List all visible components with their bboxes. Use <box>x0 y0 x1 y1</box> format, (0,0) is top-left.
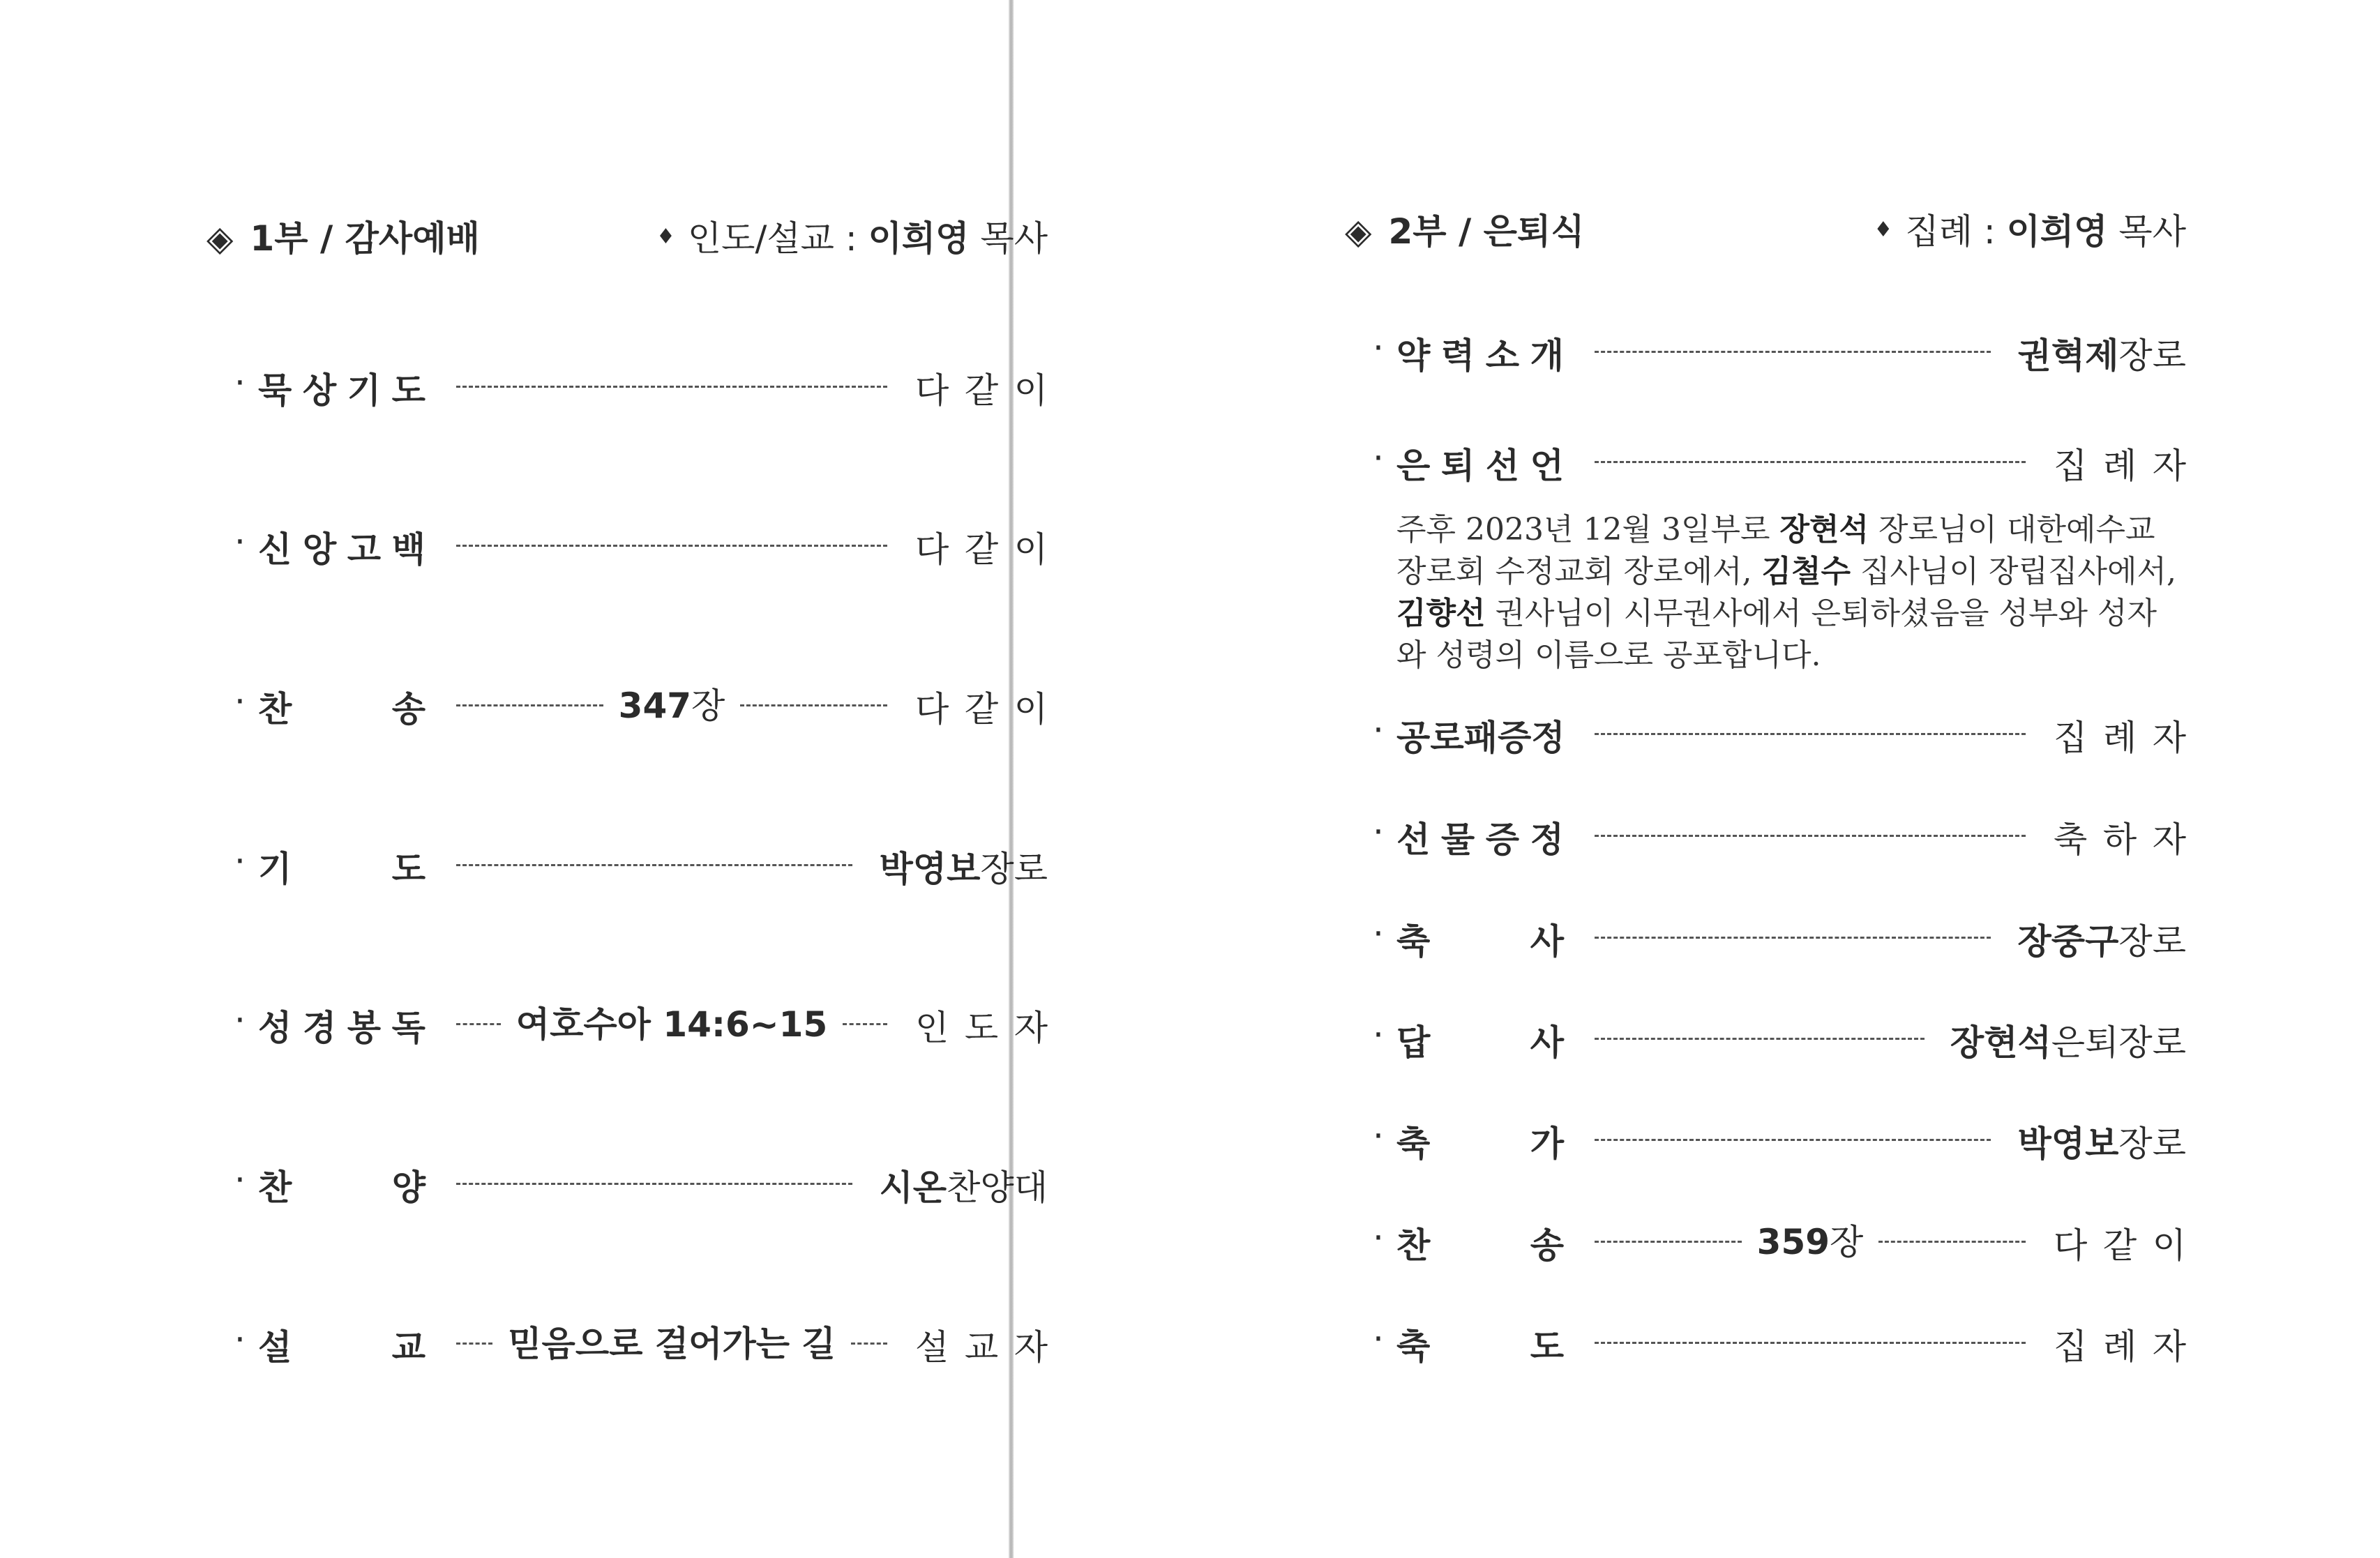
diamond-marker-icon: ◈ <box>206 218 234 259</box>
row-label: 공 로 패 증 정 <box>1396 718 1565 758</box>
program-row <box>1373 1218 2186 1266</box>
row-label: 설 교 <box>258 1327 425 1368</box>
row-detail: 347장 <box>618 686 725 726</box>
retirement-declaration-text: 주후 2023년 12월 3일부로 장현석 장로님이 대한예수교 장로회 수정교회 장로에서, 김철수 집사님이 장립집사에서, 김향선 권사님이 시무권사에서 은퇴하셨음을 성부와 성자와 성령의 이름으로 공포합니다. <box>1396 512 2177 673</box>
row-bullet: · <box>234 841 246 882</box>
row-leader <box>1595 1319 2026 1362</box>
program-row <box>1373 914 2186 962</box>
row-leader <box>456 681 887 725</box>
leader-dashes <box>1595 937 1991 939</box>
right-section-header <box>1345 204 2186 259</box>
row-bullet: · <box>234 1160 246 1200</box>
left-section-header <box>206 211 1048 266</box>
program-row <box>234 841 1048 890</box>
row-leader <box>1595 438 2026 481</box>
leader-dashes <box>1595 1342 2026 1344</box>
row-bullet: · <box>1373 1319 1384 1359</box>
leader-dashes <box>456 1343 492 1345</box>
row-label: 기 도 <box>258 849 425 889</box>
row-label: 은 퇴 선 언 <box>1396 446 1564 486</box>
leader-dashes <box>456 545 887 547</box>
row-leader <box>456 1000 887 1043</box>
row-responsible: 시온찬양대 <box>879 1167 1048 1208</box>
leader-dashes <box>456 1183 852 1185</box>
leader-dashes <box>1595 733 2026 735</box>
row-detail: 359장 <box>1756 1222 1864 1262</box>
row-responsible: 박영보장로 <box>2017 1124 2186 1164</box>
right-role <box>1874 204 2186 254</box>
row-responsible: 박영보장로 <box>879 849 1048 889</box>
row-bullet: · <box>234 363 246 403</box>
row-label: 축 사 <box>1396 921 1564 962</box>
retiree-name: 김철수 <box>1761 554 1851 589</box>
leader-dashes <box>456 1023 501 1025</box>
row-label: 약 력 소 개 <box>1396 335 1564 376</box>
row-responsible: 다 같 이 <box>2054 1225 2186 1266</box>
leader-dashes <box>740 704 887 706</box>
program-row <box>1373 1319 2186 1368</box>
program-row <box>234 363 1048 411</box>
row-bullet: · <box>1373 812 1384 852</box>
row-leader <box>1595 1218 2026 1261</box>
row-bullet: · <box>234 1000 246 1041</box>
row-label: 답 사 <box>1396 1022 1564 1063</box>
leader-dashes <box>1595 1241 1742 1243</box>
row-responsible: 장중구장로 <box>2017 921 2186 962</box>
program-row <box>234 522 1048 570</box>
row-responsible: 인 도 자 <box>915 1008 1048 1048</box>
row-label: 성 경 봉 독 <box>258 1008 425 1048</box>
right-section-title: 2부 / 은퇴식 <box>1388 211 1585 252</box>
program-row <box>1373 812 2186 861</box>
row-bullet: · <box>234 522 246 562</box>
row-label: 선 물 증 정 <box>1396 819 1564 860</box>
row-leader <box>1595 812 2026 855</box>
left-role-label: 인도/설교 : <box>687 218 857 259</box>
bullet-diamond-icon: ♦ <box>1874 218 1893 242</box>
row-responsible: 축 하 자 <box>2054 819 2186 860</box>
row-responsible: 집 례 자 <box>2054 1326 2186 1367</box>
retiree-name: 김향선 <box>1396 596 1486 631</box>
program-row <box>234 1160 1048 1209</box>
row-label: 축 도 <box>1396 1326 1564 1367</box>
left-section-title: 1부 / 감사예배 <box>250 218 480 259</box>
leader-dashes <box>456 704 603 706</box>
program-row <box>1373 1015 2186 1064</box>
row-bullet: · <box>234 1319 246 1360</box>
row-label: 신 앙 고 백 <box>258 529 425 570</box>
left-role-title: 목사 <box>980 218 1048 259</box>
row-bullet: · <box>1373 328 1384 368</box>
row-responsible: 다 같 이 <box>915 529 1048 570</box>
leader-dashes <box>1595 1139 1991 1141</box>
row-bullet: · <box>1373 1218 1384 1258</box>
row-leader <box>456 522 887 565</box>
program-row <box>234 681 1048 730</box>
row-bullet: · <box>1373 1116 1384 1156</box>
row-label: 찬 양 <box>258 1167 425 1208</box>
row-leader <box>1595 914 1991 957</box>
row-responsible: 설 교 자 <box>915 1327 1048 1368</box>
retiree-name: 장현석 <box>1779 512 1869 547</box>
diamond-marker-icon: ◈ <box>1345 211 1372 252</box>
program-row <box>1373 328 2186 377</box>
row-responsible: 권혁제장로 <box>2017 335 2186 376</box>
row-leader <box>456 363 887 406</box>
leader-dashes <box>851 1343 887 1345</box>
row-bullet: · <box>1373 914 1384 954</box>
row-leader <box>456 841 852 884</box>
row-leader <box>1595 328 1991 371</box>
row-leader <box>1595 1116 1991 1159</box>
row-bullet: · <box>1373 438 1384 478</box>
row-bullet: · <box>234 681 246 722</box>
left-role <box>656 211 1048 261</box>
row-label: 찬 송 <box>258 689 425 729</box>
leader-dashes <box>843 1023 887 1025</box>
row-leader <box>456 1319 887 1363</box>
row-responsible: 다 같 이 <box>915 370 1048 411</box>
row-label: 묵 상 기 도 <box>258 370 425 411</box>
leader-dashes <box>456 864 852 866</box>
leader-dashes <box>1878 1241 2026 1243</box>
row-detail: 여호수아 14:6~15 <box>515 1004 828 1045</box>
leader-dashes <box>456 386 887 388</box>
program-row <box>1373 1116 2186 1165</box>
row-leader <box>456 1160 852 1203</box>
left-role-name: 이희영 <box>868 218 970 259</box>
row-leader <box>1595 1015 1925 1058</box>
right-role-title: 목사 <box>2118 211 2186 252</box>
program-row <box>234 1319 1048 1368</box>
right-role-label: 집례 : <box>1905 211 1996 252</box>
row-responsible: 집 례 자 <box>2054 718 2186 758</box>
right-role-name: 이희영 <box>2006 211 2108 252</box>
program-row <box>1373 438 2186 487</box>
row-bullet: · <box>1373 710 1384 750</box>
leader-dashes <box>1595 351 1991 353</box>
bullet-diamond-icon: ♦ <box>656 225 675 249</box>
leader-dashes <box>1595 1038 1925 1040</box>
row-detail: 믿음으로 걸어가는 길 <box>508 1324 836 1364</box>
program-row <box>234 1000 1048 1049</box>
row-label: 축 가 <box>1396 1124 1564 1164</box>
row-label: 찬 송 <box>1396 1225 1564 1266</box>
program-row <box>1373 710 2186 759</box>
leader-dashes <box>1595 835 2026 837</box>
row-responsible: 다 같 이 <box>915 689 1048 729</box>
row-leader <box>1595 710 2026 753</box>
row-responsible: 장현석은퇴장로 <box>1950 1022 2186 1063</box>
row-responsible: 집 례 자 <box>2054 446 2186 486</box>
leader-dashes <box>1595 461 2026 463</box>
row-bullet: · <box>1373 1015 1384 1055</box>
